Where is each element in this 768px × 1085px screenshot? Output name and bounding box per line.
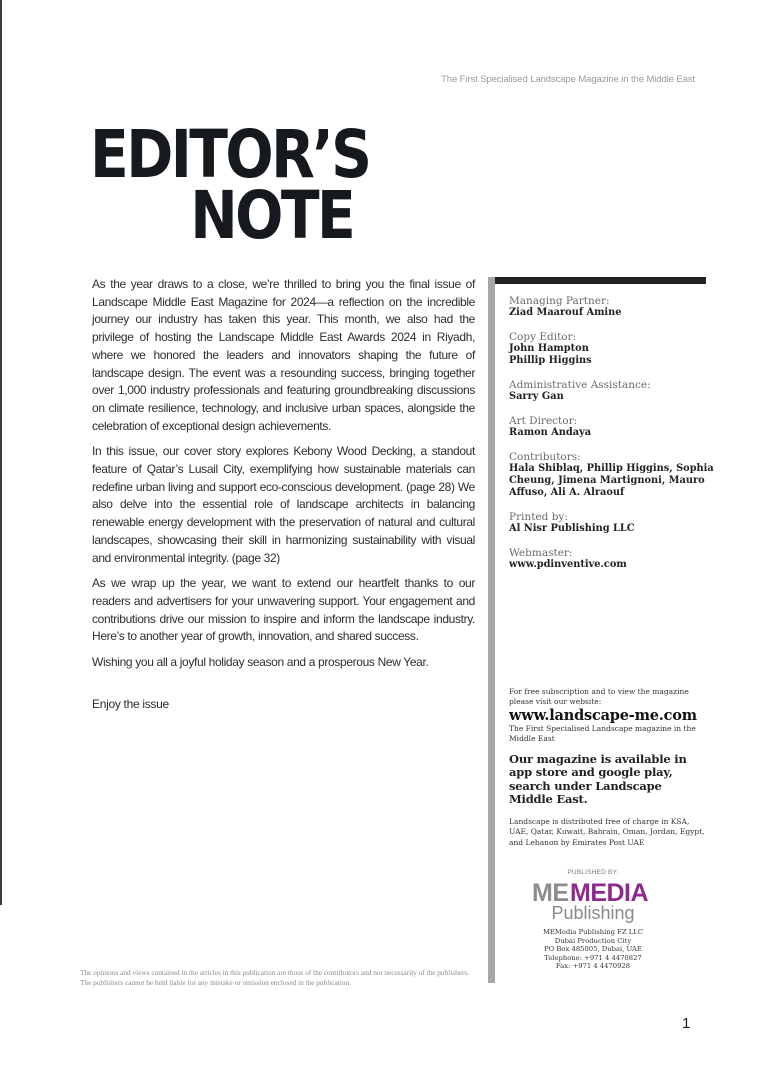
page-title xyxy=(90,116,370,254)
disclaimer: The opinions and views contained in the articles in this publication are those of the contributors and not necessarily of the publishers. The publishers cannot be held liable for any mistake or omission enclosed in the publication. xyxy=(80,968,470,987)
body-paragraph: As we wrap up the year, we want to extend our heartfelt thanks to our readers and advertisers for your unwavering support. Your engagement and contributions drive our mission to inspire and inform the landscape industry. Here’s to another year of growth, innovation, and shared success. xyxy=(92,576,475,644)
editorial-body xyxy=(92,276,475,680)
credit-names: Al Nisr Publishing LLC xyxy=(509,523,635,534)
credit-names: John Hampton Phillip Higgins xyxy=(509,343,592,366)
credit-role: Copy Editor: xyxy=(509,331,577,343)
credit-names: Ramon Andaya xyxy=(509,427,592,438)
body-paragraph: As the year draws to a close, we’re thrilled to bring you the final issue of Landscape Middle East Magazine for 2024—a reflection on the incredible journey our industry has taken this year. This month, we also had the privilege of hosting the Landscape Middle East Awards 2024 in Riyadh, where we honored the leaders and innovators shaping the future of landscape design. The event was a resounding success, bringing together over 1,000 industry professionals and featuring groundbreaking discussions on climate resilience, technology, and inclusive urban spaces, alongside the celebration of exceptional design achievements. xyxy=(92,277,475,433)
memedia-logo xyxy=(532,879,654,905)
app-availability-note: Our magazine is available in app store and google play, search under Landscape Middle East. xyxy=(509,752,687,806)
header-tagline: The First Specialised Landscape Magazine in the Middle East xyxy=(441,74,695,85)
subscription-info xyxy=(509,687,709,848)
logo-publishing-word: Publishing xyxy=(551,903,635,923)
credit-role: Printed by: xyxy=(509,511,568,523)
logo-me-text: ME xyxy=(532,879,569,905)
credit-role: Art Director: xyxy=(509,415,578,427)
credit-names: Sarry Gan xyxy=(509,391,564,402)
credit-role: Administrative Assistance: xyxy=(509,379,651,391)
left-edge-rule xyxy=(0,0,2,905)
website-tagline: The First Specialised Landscape magazine in the Middle East xyxy=(509,724,696,743)
website-link[interactable]: www.landscape-me.com xyxy=(509,707,697,724)
page-number: 1 xyxy=(682,1015,691,1032)
webmaster-link[interactable]: www.pdinventive.com xyxy=(509,559,627,570)
publisher-address xyxy=(520,928,666,971)
body-paragraph: In this issue, our cover story explores Kebony Wood Decking, a standout feature of Qatar’s Lusail City, exemplifying how sustainable materials can redefine urban living and support eco-conscious development. (page 28) We also delve into the essential role of landscape architects in balancing renewable energy development with the preservation of natural and cultural landscapes, showcasing their skill in harmonizing sustainability with visual and environmental integrity. (page 32) xyxy=(92,444,475,565)
address-line: MEMedia Publishing FZ LLC xyxy=(542,928,644,936)
credit-role: Webmaster: xyxy=(509,547,573,559)
distribution-note: Landscape is distributed free of charge in KSA, UAE, Qatar, Kuwait, Bahrain, Oman, Jordan, Egypt, and Lebanon by Emirates Post UAE xyxy=(509,817,705,847)
signoff: Enjoy the issue xyxy=(92,697,169,711)
staff-credits xyxy=(509,295,714,583)
published-by-label: PUBLISHED BY: xyxy=(567,869,619,876)
address-line: Dubai Production City xyxy=(554,936,632,945)
subscription-intro: For free subscription and to view the magazine please visit our website: xyxy=(509,687,689,706)
credit-names: Hala Shiblaq, Phillip Higgins, Sophia Cheung, Jimena Martignoni, Mauro Affuso, Ali A. Alraouf xyxy=(509,463,714,498)
credit-role: Contributors: xyxy=(509,451,581,463)
address-line: PO Box 485005, Dubai, UAE xyxy=(544,945,642,954)
title-line-1: EDITOR’S xyxy=(90,116,370,193)
sidebar-vertical-bar xyxy=(488,277,495,983)
title-line-2: NOTE xyxy=(190,177,354,254)
body-paragraph: Wishing you all a joyful holiday season and a prosperous New Year. xyxy=(92,655,429,670)
logo-media-text: MEDIA xyxy=(570,879,649,905)
address-line: Fax: +971 4 4470928 xyxy=(555,962,631,971)
credit-names: Ziad Maarouf Amine xyxy=(509,307,622,318)
sidebar-top-bar xyxy=(495,277,706,284)
credit-role: Managing Partner: xyxy=(509,295,610,307)
publisher-block xyxy=(520,869,666,971)
address-line: Telephone: +971 4 4470827 xyxy=(544,953,642,962)
